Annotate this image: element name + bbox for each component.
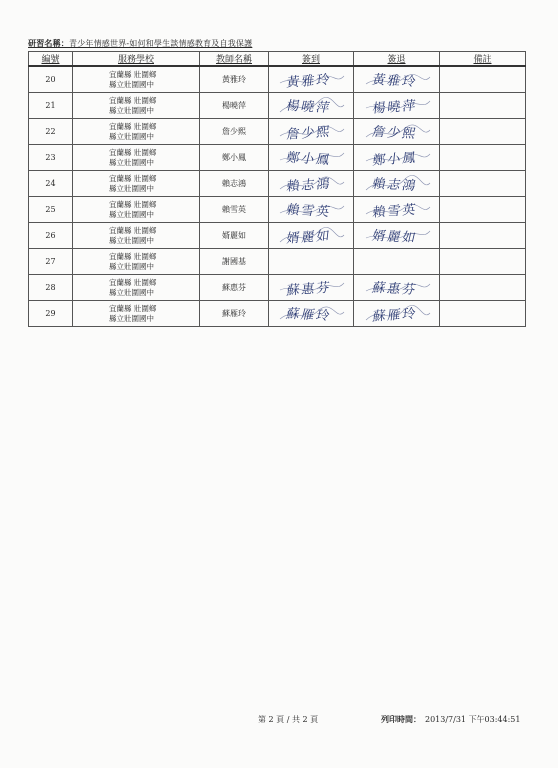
signature-text: 黃雅玲: [285, 72, 333, 91]
signature-text: 楊曉萍: [371, 98, 418, 117]
cell-teacher-name: 賴雪英: [200, 197, 269, 223]
signature-text: 賴志鴻: [285, 176, 333, 195]
cell-school: [73, 93, 200, 119]
cell-sign-out: [354, 197, 440, 223]
handwritten-signature: [274, 147, 348, 169]
sign-in-signature: [269, 199, 353, 221]
table-row: [29, 119, 526, 145]
sign-out-signature: [354, 69, 439, 91]
sign-in-signature: [269, 225, 353, 247]
signature-text: 鄭小鳳: [371, 150, 418, 169]
sign-in-signature: [269, 121, 353, 143]
table-row: [29, 171, 526, 197]
sign-out-signature: [354, 173, 439, 195]
cell-sign-out: [354, 145, 440, 171]
handwritten-signature: [360, 303, 434, 325]
sign-in-signature: [269, 173, 353, 195]
cell-note: [440, 119, 526, 145]
sign-in-signature: [269, 95, 353, 117]
handwritten-signature: [274, 303, 348, 325]
signature-text: 蘇雁玲: [284, 306, 333, 324]
handwritten-signature: [274, 225, 348, 247]
cell-school: [73, 119, 200, 145]
sign-out-signature: [354, 95, 439, 117]
table-row: [29, 66, 526, 93]
cell-teacher-name: 婿麗如: [200, 223, 269, 249]
print-time: [381, 714, 521, 725]
cell-school: [73, 249, 200, 275]
handwritten-signature: [360, 121, 434, 143]
sign-in-signature: [269, 147, 353, 169]
table-header-row: [29, 52, 526, 67]
attendance-table: [28, 51, 526, 327]
cell-teacher-name: 蘇雁玲: [200, 301, 269, 327]
cell-number: 21: [29, 93, 73, 119]
cell-note: [440, 301, 526, 327]
cell-sign-in: [269, 249, 354, 275]
signature-text: 楊曉萍: [284, 98, 333, 116]
signature-text: 黃雅玲: [370, 72, 419, 90]
school-county-line: 宜蘭縣 壯圍鄉: [109, 69, 157, 79]
print-time-label: 列印時間：: [381, 714, 421, 724]
cell-note: [440, 66, 526, 93]
cell-teacher-name: 鄭小鳳: [200, 145, 269, 171]
table-row: [29, 93, 526, 119]
sign-out-signature: [354, 121, 439, 143]
cell-sign-in: [269, 119, 354, 145]
sign-in-signature: [269, 69, 353, 91]
handwritten-signature: [274, 121, 348, 143]
school-county-line: 宜蘭縣 壯圍鄉: [109, 95, 157, 105]
cell-note: [440, 249, 526, 275]
cell-number: 29: [29, 301, 73, 327]
cell-teacher-name: 詹少熙: [200, 119, 269, 145]
cell-sign-in: [269, 223, 354, 249]
school-name-line: 縣立壯圍國中: [109, 157, 154, 167]
cell-school: [73, 145, 200, 171]
signature-text: 鄭小鳳: [284, 150, 333, 168]
signature-text: 蘇惠芬: [370, 280, 419, 298]
sign-in-signature: [269, 277, 353, 299]
handwritten-signature: [360, 173, 434, 195]
signature-text: 賴雪英: [371, 202, 418, 221]
school-name-line: 縣立壯圍國中: [109, 235, 154, 245]
cell-sign-out: [354, 119, 440, 145]
cell-sign-in: [269, 66, 354, 93]
signature-text: 賴志鴻: [370, 176, 419, 194]
column-header-teacher: 教師名稱: [200, 52, 269, 67]
event-title-label: 研習名稱：: [28, 38, 69, 48]
cell-number: 27: [29, 249, 73, 275]
school-county-line: 宜蘭縣 壯圍鄉: [109, 277, 157, 287]
handwritten-signature: [360, 277, 434, 299]
table-row: [29, 145, 526, 171]
cell-sign-out: [354, 301, 440, 327]
school-county-line: 宜蘭縣 壯圍鄉: [109, 225, 157, 235]
cell-note: [440, 275, 526, 301]
cell-school: [73, 66, 200, 93]
handwritten-signature: [274, 277, 348, 299]
handwritten-signature: [360, 147, 434, 169]
cell-sign-out: [354, 223, 440, 249]
cell-number: 23: [29, 145, 73, 171]
cell-teacher-name: 黃雅玲: [200, 66, 269, 93]
handwritten-signature: [274, 69, 348, 91]
cell-number: 22: [29, 119, 73, 145]
school-county-line: 宜蘭縣 壯圍鄉: [109, 121, 157, 131]
signature-text: 蘇惠芬: [285, 280, 333, 299]
signature-text: 詹少熙: [370, 124, 419, 142]
school-name-line: 縣立壯圍國中: [109, 287, 154, 297]
school-county-line: 宜蘭縣 壯圍鄉: [109, 173, 157, 183]
cell-school: [73, 171, 200, 197]
column-header-sign-in: 簽到: [269, 52, 354, 67]
handwritten-signature: [360, 95, 434, 117]
table-row: [29, 301, 526, 327]
cell-number: 25: [29, 197, 73, 223]
cell-note: [440, 93, 526, 119]
school-name-line: 縣立壯圍國中: [109, 261, 154, 271]
handwritten-signature: [274, 199, 348, 221]
school-name-line: 縣立壯圍國中: [109, 313, 154, 323]
cell-teacher-name: 謝國基: [200, 249, 269, 275]
cell-number: 20: [29, 66, 73, 93]
column-header-note: 備註: [440, 52, 526, 67]
school-name-line: 縣立壯圍國中: [109, 79, 154, 89]
sign-in-signature: [269, 303, 353, 325]
school-county-line: 宜蘭縣 壯圍鄉: [109, 147, 157, 157]
sign-out-signature: [354, 277, 439, 299]
cell-note: [440, 171, 526, 197]
school-county-line: 宜蘭縣 壯圍鄉: [109, 199, 157, 209]
cell-sign-out: [354, 275, 440, 301]
cell-sign-in: [269, 171, 354, 197]
cell-teacher-name: 楊曉萍: [200, 93, 269, 119]
cell-number: 28: [29, 275, 73, 301]
column-header-sign-out: 簽退: [354, 52, 440, 67]
cell-teacher-name: 賴志鴻: [200, 171, 269, 197]
signature-text: 婿麗如: [370, 228, 419, 246]
table-row: [29, 197, 526, 223]
school-county-line: 宜蘭縣 壯圍鄉: [109, 303, 157, 313]
cell-sign-in: [269, 145, 354, 171]
table-row: [29, 249, 526, 275]
school-name-line: 縣立壯圍國中: [109, 131, 154, 141]
cell-number: 26: [29, 223, 73, 249]
school-name-line: 縣立壯圍國中: [109, 209, 154, 219]
cell-note: [440, 145, 526, 171]
cell-sign-in: [269, 197, 354, 223]
cell-sign-out: [354, 93, 440, 119]
signature-text: 蘇雁玲: [371, 306, 418, 325]
cell-number: 24: [29, 171, 73, 197]
handwritten-signature: [360, 225, 434, 247]
cell-note: [440, 223, 526, 249]
handwritten-signature: [274, 173, 348, 195]
cell-school: [73, 275, 200, 301]
event-title: 青少年情感世界-如何和學生談情感教育及自我保護: [69, 39, 253, 48]
cell-sign-in: [269, 275, 354, 301]
cell-note: [440, 197, 526, 223]
cell-sign-out: [354, 66, 440, 93]
column-header-school: 服務學校: [73, 52, 200, 67]
cell-school: [73, 223, 200, 249]
school-name-line: 縣立壯圍國中: [109, 183, 154, 193]
handwritten-signature: [360, 69, 434, 91]
sign-out-signature: [354, 199, 439, 221]
event-title-line: [28, 38, 252, 49]
cell-sign-out: [354, 249, 440, 275]
signature-text: 詹少熙: [285, 124, 333, 143]
cell-teacher-name: 蘇惠芬: [200, 275, 269, 301]
school-county-line: 宜蘭縣 壯圍鄉: [109, 251, 157, 261]
sign-out-signature: [354, 303, 439, 325]
page-number: 第 2 頁 / 共 2 頁: [258, 715, 319, 724]
signature-text: 賴雪英: [284, 202, 333, 220]
print-time-value: 2013/7/31 下午03:44:51: [425, 715, 521, 724]
sign-out-signature: [354, 225, 439, 247]
table-row: [29, 275, 526, 301]
handwritten-signature: [274, 95, 348, 117]
sign-out-signature: [354, 147, 439, 169]
handwritten-signature: [360, 199, 434, 221]
school-name-line: 縣立壯圍國中: [109, 105, 154, 115]
cell-school: [73, 301, 200, 327]
cell-sign-in: [269, 301, 354, 327]
cell-sign-out: [354, 171, 440, 197]
cell-sign-in: [269, 93, 354, 119]
column-header-number: 編號: [29, 52, 73, 67]
cell-school: [73, 197, 200, 223]
signature-text: 婿麗如: [285, 228, 333, 247]
table-row: [29, 223, 526, 249]
